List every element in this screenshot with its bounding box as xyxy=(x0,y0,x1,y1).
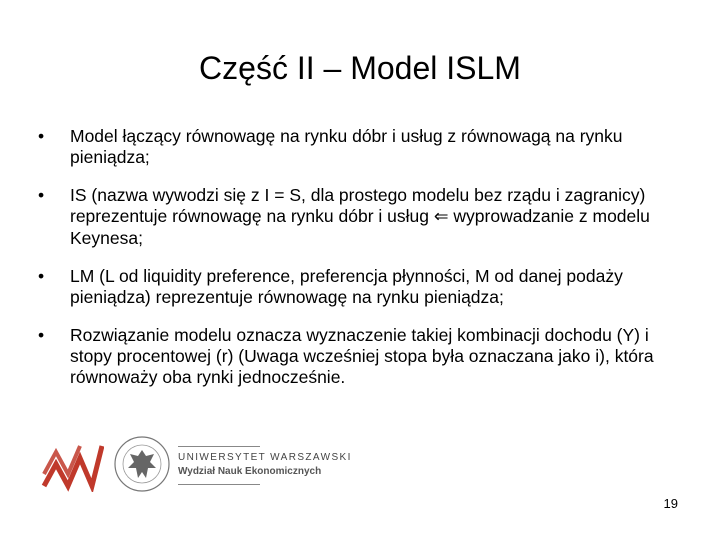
bullet-list xyxy=(38,126,678,405)
bullet-text: IS (nazwa wywodzi się z I = S, dla prostego modelu bez rządu i zagranicy) reprezentuje równowagę na rynku dóbr i usług xyxy=(70,185,646,226)
university-name: UNIWERSYTET WARSZAWSKI xyxy=(178,452,352,463)
page-number: 19 xyxy=(663,496,678,511)
bullet-text: LM (L od liquidity preference, preferencja płynności, M od danej podaży pieniądza) reprezentuje równowagę na rynku pieniądza; xyxy=(70,266,623,307)
wne-logo-icon xyxy=(40,436,104,492)
faculty-name: Wydział Nauk Ekonomicznych xyxy=(178,466,322,477)
bullet-text-tail: wyprowadzanie z modelu Keynesa; xyxy=(70,206,650,248)
bullet-text: Model łączący równowagę na rynku dóbr i usług z równowagą na rynku pieniądza; xyxy=(70,126,623,167)
left-arrow-icon: ⇐ xyxy=(433,207,449,227)
university-seal-icon xyxy=(112,434,172,494)
bullet-item xyxy=(38,325,678,388)
slide-title: Część II – Model ISLM xyxy=(199,50,521,86)
logo-divider xyxy=(178,484,260,485)
bullet-item xyxy=(38,126,678,168)
footer-logos xyxy=(38,432,378,502)
bullet-item xyxy=(38,185,678,249)
bullet-marker: • xyxy=(38,126,45,146)
bullet-marker: • xyxy=(38,185,45,205)
bullet-marker: • xyxy=(38,266,45,286)
bullet-item xyxy=(38,266,678,308)
bullet-text: Rozwiązanie modelu oznacza wyznaczenie takiej kombinacji dochodu (Y) i stopy procentowej (r) (Uwaga wcześniej stopa była oznaczana jako i), która równoważy oba rynki jednocześnie. xyxy=(70,325,654,387)
logo-divider xyxy=(178,446,260,447)
bullet-marker: • xyxy=(38,325,45,345)
